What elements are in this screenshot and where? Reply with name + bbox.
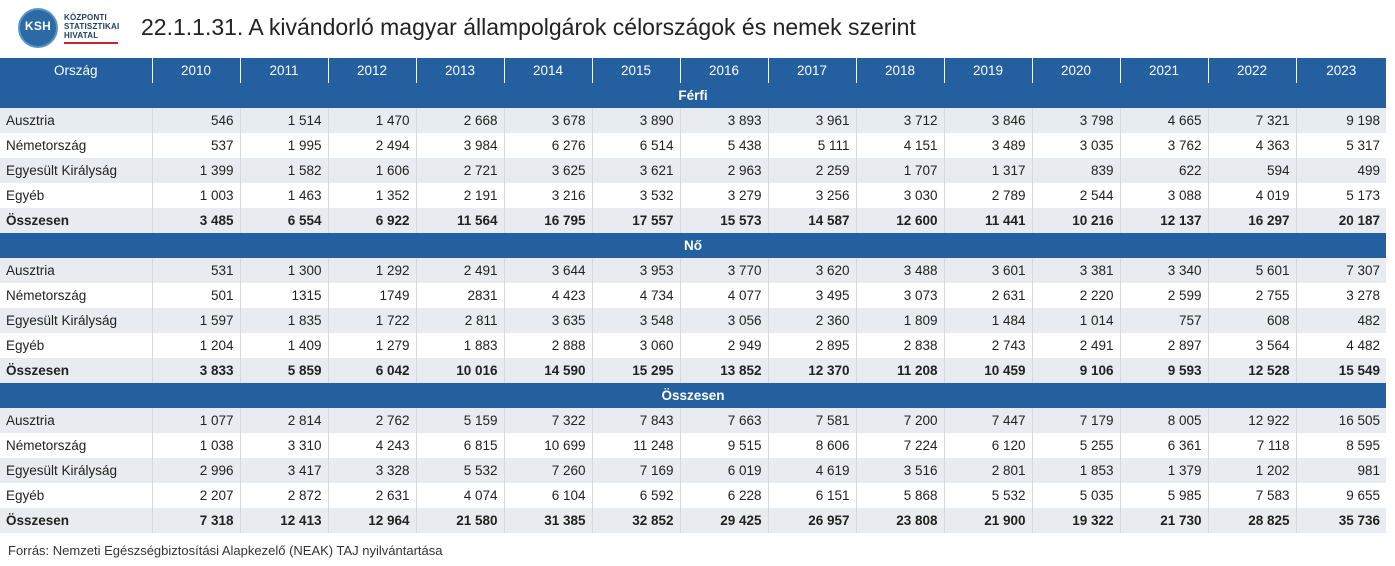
table-cell: 4 423 <box>504 283 592 308</box>
table-cell: 2 360 <box>768 308 856 333</box>
table-cell: 9 655 <box>1296 483 1386 508</box>
table-cell: 2 801 <box>944 458 1032 483</box>
table-cell: 11 248 <box>592 433 680 458</box>
table-cell: 10 699 <box>504 433 592 458</box>
table-cell: 6 361 <box>1120 433 1208 458</box>
table-cell: 15 573 <box>680 208 768 233</box>
table-cell: 1 317 <box>944 158 1032 183</box>
table-cell: 32 852 <box>592 508 680 533</box>
page-title: 22.1.1.31. A kivándorló magyar állampolgárok célországok és nemek szerint <box>141 14 916 40</box>
table-header-row <box>0 58 1386 83</box>
column-header-year: 2015 <box>592 58 680 83</box>
table-row <box>0 408 1386 433</box>
table-cell: 2 491 <box>416 258 504 283</box>
table-cell: 6 042 <box>328 358 416 383</box>
table-cell: 1 470 <box>328 108 416 133</box>
row-label: Ausztria <box>0 108 152 133</box>
table-cell: 6 514 <box>592 133 680 158</box>
table-cell: 5 255 <box>1032 433 1120 458</box>
table-cell: 7 318 <box>152 508 240 533</box>
table-cell: 12 964 <box>328 508 416 533</box>
table-row <box>0 483 1386 508</box>
table-cell: 3 644 <box>504 258 592 283</box>
column-header-country: Ország <box>0 58 152 83</box>
table-total-row <box>0 508 1386 533</box>
table-cell: 2 599 <box>1120 283 1208 308</box>
table-cell: 15 549 <box>1296 358 1386 383</box>
table-cell: 5 985 <box>1120 483 1208 508</box>
table-cell: 4 619 <box>768 458 856 483</box>
row-label: Összesen <box>0 508 152 533</box>
table-cell: 1 707 <box>856 158 944 183</box>
table-cell: 26 957 <box>768 508 856 533</box>
table-cell: 3 310 <box>240 433 328 458</box>
section-header-row <box>0 383 1386 408</box>
column-header-year: 2017 <box>768 58 856 83</box>
table-cell: 2 491 <box>1032 333 1120 358</box>
table-cell: 2 191 <box>416 183 504 208</box>
table-cell: 5 035 <box>1032 483 1120 508</box>
table-cell: 6 019 <box>680 458 768 483</box>
table-cell: 3 770 <box>680 258 768 283</box>
table-cell: 5 601 <box>1208 258 1296 283</box>
table-cell: 531 <box>152 258 240 283</box>
row-label: Egyesült Királyság <box>0 458 152 483</box>
row-label: Ausztria <box>0 408 152 433</box>
table-cell: 3 846 <box>944 108 1032 133</box>
table-cell: 2 259 <box>768 158 856 183</box>
column-header-year: 2010 <box>152 58 240 83</box>
table-cell: 9 106 <box>1032 358 1120 383</box>
column-header-year: 2013 <box>416 58 504 83</box>
table-cell: 537 <box>152 133 240 158</box>
table-cell: 1 292 <box>328 258 416 283</box>
table-cell: 12 922 <box>1208 408 1296 433</box>
table-cell: 16 297 <box>1208 208 1296 233</box>
table-cell: 3 516 <box>856 458 944 483</box>
section-heading: Nő <box>0 233 1386 258</box>
ksh-logo-accent <box>64 42 118 44</box>
table-cell: 4 243 <box>328 433 416 458</box>
table-cell: 3 601 <box>944 258 1032 283</box>
table-cell: 10 016 <box>416 358 504 383</box>
table-cell: 482 <box>1296 308 1386 333</box>
table-cell: 14 590 <box>504 358 592 383</box>
table-cell: 2 996 <box>152 458 240 483</box>
table-cell: 3 278 <box>1296 283 1386 308</box>
table-cell: 1 003 <box>152 183 240 208</box>
table-cell: 19 322 <box>1032 508 1120 533</box>
table-cell: 5 317 <box>1296 133 1386 158</box>
page-header <box>0 0 1395 58</box>
table-cell: 1 300 <box>240 258 328 283</box>
table-cell: 3 340 <box>1120 258 1208 283</box>
table-cell: 4 019 <box>1208 183 1296 208</box>
table-cell: 7 321 <box>1208 108 1296 133</box>
table-cell: 5 532 <box>944 483 1032 508</box>
table-cell: 12 600 <box>856 208 944 233</box>
table-cell: 1 514 <box>240 108 328 133</box>
ksh-logo-line-3: HIVATAL <box>64 31 99 40</box>
table-cell: 8 606 <box>768 433 856 458</box>
table-cell: 12 370 <box>768 358 856 383</box>
table-cell: 981 <box>1296 458 1386 483</box>
table-cell: 3 798 <box>1032 108 1120 133</box>
table-cell: 622 <box>1120 158 1208 183</box>
table-cell: 594 <box>1208 158 1296 183</box>
table-cell: 608 <box>1208 308 1296 333</box>
table-cell: 3 620 <box>768 258 856 283</box>
table-cell: 7 581 <box>768 408 856 433</box>
table-cell: 2 544 <box>1032 183 1120 208</box>
table-row <box>0 258 1386 283</box>
table-cell: 2 743 <box>944 333 1032 358</box>
table-cell: 21 580 <box>416 508 504 533</box>
row-label: Összesen <box>0 358 152 383</box>
table-cell: 3 488 <box>856 258 944 283</box>
table-cell: 31 385 <box>504 508 592 533</box>
table-cell: 7 843 <box>592 408 680 433</box>
table-cell: 21 730 <box>1120 508 1208 533</box>
table-cell: 20 187 <box>1296 208 1386 233</box>
column-header-year: 2020 <box>1032 58 1120 83</box>
table-cell: 3 678 <box>504 108 592 133</box>
table-cell: 3 088 <box>1120 183 1208 208</box>
table-cell: 4 151 <box>856 133 944 158</box>
table-cell: 1 279 <box>328 333 416 358</box>
table-cell: 1 077 <box>152 408 240 433</box>
table-cell: 2 814 <box>240 408 328 433</box>
table-cell: 5 859 <box>240 358 328 383</box>
table-cell: 757 <box>1120 308 1208 333</box>
table-row <box>0 458 1386 483</box>
table-cell: 7 118 <box>1208 433 1296 458</box>
table-cell: 6 151 <box>768 483 856 508</box>
table-cell: 3 548 <box>592 308 680 333</box>
table-cell: 4 363 <box>1208 133 1296 158</box>
ksh-logo-line-2: STATISZTIKAI <box>64 22 120 31</box>
table-cell: 2 888 <box>504 333 592 358</box>
table-cell: 3 381 <box>1032 258 1120 283</box>
section-heading: Összesen <box>0 383 1386 408</box>
column-header-year: 2023 <box>1296 58 1386 83</box>
table-cell: 839 <box>1032 158 1120 183</box>
table-cell: 10 459 <box>944 358 1032 383</box>
table-cell: 2 895 <box>768 333 856 358</box>
column-header-year: 2018 <box>856 58 944 83</box>
table-cell: 2 207 <box>152 483 240 508</box>
table-cell: 2 668 <box>416 108 504 133</box>
table-cell: 2 897 <box>1120 333 1208 358</box>
table-cell: 2 838 <box>856 333 944 358</box>
table-cell: 3 953 <box>592 258 680 283</box>
section-heading: Férfi <box>0 83 1386 108</box>
table-cell: 4 665 <box>1120 108 1208 133</box>
table-cell: 1 582 <box>240 158 328 183</box>
table-cell: 4 734 <box>592 283 680 308</box>
table-cell: 7 663 <box>680 408 768 433</box>
column-header-year: 2016 <box>680 58 768 83</box>
table-cell: 10 216 <box>1032 208 1120 233</box>
table-row <box>0 133 1386 158</box>
table-cell: 3 279 <box>680 183 768 208</box>
table-cell: 21 900 <box>944 508 1032 533</box>
table-cell: 5 532 <box>416 458 504 483</box>
table-cell: 5 159 <box>416 408 504 433</box>
column-header-year: 2022 <box>1208 58 1296 83</box>
table-cell: 6 120 <box>944 433 1032 458</box>
ksh-logo-line-1: KÖZPONTI <box>64 13 107 22</box>
table-cell: 3 328 <box>328 458 416 483</box>
table-cell: 5 868 <box>856 483 944 508</box>
table-cell: 1315 <box>240 283 328 308</box>
table-cell: 1 409 <box>240 333 328 358</box>
row-label: Ausztria <box>0 258 152 283</box>
row-label: Összesen <box>0 208 152 233</box>
table-cell: 1 809 <box>856 308 944 333</box>
table-cell: 3 485 <box>152 208 240 233</box>
table-cell: 1 853 <box>1032 458 1120 483</box>
table-cell: 6 922 <box>328 208 416 233</box>
table-cell: 1 463 <box>240 183 328 208</box>
table-cell: 3 961 <box>768 108 856 133</box>
table-cell: 1 204 <box>152 333 240 358</box>
table-cell: 23 808 <box>856 508 944 533</box>
table-cell: 6 228 <box>680 483 768 508</box>
table-cell: 15 295 <box>592 358 680 383</box>
table-cell: 7 179 <box>1032 408 1120 433</box>
table-cell: 16 505 <box>1296 408 1386 433</box>
table-cell: 7 224 <box>856 433 944 458</box>
table-cell: 1 606 <box>328 158 416 183</box>
table-cell: 5 111 <box>768 133 856 158</box>
table-body <box>0 83 1386 533</box>
ksh-logo-abbr: KSH <box>24 19 52 33</box>
table-cell: 7 169 <box>592 458 680 483</box>
table-cell: 1 722 <box>328 308 416 333</box>
section-header-row <box>0 83 1386 108</box>
table-cell: 29 425 <box>680 508 768 533</box>
row-label: Németország <box>0 433 152 458</box>
table-cell: 1 038 <box>152 433 240 458</box>
table-cell: 7 200 <box>856 408 944 433</box>
table-cell: 9 593 <box>1120 358 1208 383</box>
table-cell: 8 595 <box>1296 433 1386 458</box>
table-total-row <box>0 358 1386 383</box>
table-cell: 7 307 <box>1296 258 1386 283</box>
table-cell: 2 963 <box>680 158 768 183</box>
row-label: Egyesült Királyság <box>0 158 152 183</box>
column-header-year: 2014 <box>504 58 592 83</box>
row-label: Egyesült Királyság <box>0 308 152 333</box>
table-cell: 501 <box>152 283 240 308</box>
table-cell: 12 137 <box>1120 208 1208 233</box>
table-cell: 1 399 <box>152 158 240 183</box>
section-header-row <box>0 233 1386 258</box>
table-cell: 3 984 <box>416 133 504 158</box>
table-cell: 1749 <box>328 283 416 308</box>
table-cell: 6 276 <box>504 133 592 158</box>
table-cell: 11 564 <box>416 208 504 233</box>
column-header-year: 2012 <box>328 58 416 83</box>
table-row <box>0 183 1386 208</box>
table-cell: 9 198 <box>1296 108 1386 133</box>
table-cell: 3 833 <box>152 358 240 383</box>
table-cell: 2831 <box>416 283 504 308</box>
table-cell: 2 631 <box>944 283 1032 308</box>
table-cell: 4 077 <box>680 283 768 308</box>
table-cell: 6 104 <box>504 483 592 508</box>
table-cell: 499 <box>1296 158 1386 183</box>
table-cell: 11 208 <box>856 358 944 383</box>
table-cell: 3 564 <box>1208 333 1296 358</box>
table-cell: 2 811 <box>416 308 504 333</box>
table-cell: 14 587 <box>768 208 856 233</box>
table-cell: 2 949 <box>680 333 768 358</box>
column-header-year: 2011 <box>240 58 328 83</box>
table-cell: 3 056 <box>680 308 768 333</box>
table-cell: 5 438 <box>680 133 768 158</box>
column-header-year: 2019 <box>944 58 1032 83</box>
table-cell: 7 322 <box>504 408 592 433</box>
table-row <box>0 283 1386 308</box>
table-cell: 3 712 <box>856 108 944 133</box>
table-cell: 1 379 <box>1120 458 1208 483</box>
table-cell: 35 736 <box>1296 508 1386 533</box>
table-cell: 9 515 <box>680 433 768 458</box>
table-cell: 2 755 <box>1208 283 1296 308</box>
table-cell: 3 621 <box>592 158 680 183</box>
row-label: Egyéb <box>0 483 152 508</box>
table-cell: 3 035 <box>1032 133 1120 158</box>
table-cell: 1 883 <box>416 333 504 358</box>
table-cell: 6 592 <box>592 483 680 508</box>
ksh-logo[interactable] <box>18 8 122 50</box>
table-cell: 1 835 <box>240 308 328 333</box>
source-note: Forrás: Nemzeti Egészségbiztosítási Alapkezelő (NEAK) TAJ nyilvántartása <box>8 543 443 558</box>
column-header-year: 2021 <box>1120 58 1208 83</box>
table-cell: 1 597 <box>152 308 240 333</box>
ksh-logo-text <box>64 13 119 40</box>
table-cell: 6 554 <box>240 208 328 233</box>
row-label: Németország <box>0 283 152 308</box>
table-cell: 5 173 <box>1296 183 1386 208</box>
table-cell: 2 494 <box>328 133 416 158</box>
table-row <box>0 158 1386 183</box>
table-cell: 2 721 <box>416 158 504 183</box>
table-cell: 28 825 <box>1208 508 1296 533</box>
table-cell: 13 852 <box>680 358 768 383</box>
table-cell: 3 762 <box>1120 133 1208 158</box>
table-cell: 3 417 <box>240 458 328 483</box>
row-label: Németország <box>0 133 152 158</box>
table-cell: 2 220 <box>1032 283 1120 308</box>
table-cell: 17 557 <box>592 208 680 233</box>
table-cell: 546 <box>152 108 240 133</box>
table-row <box>0 433 1386 458</box>
table-cell: 3 216 <box>504 183 592 208</box>
table-cell: 1 995 <box>240 133 328 158</box>
table-cell: 2 762 <box>328 408 416 433</box>
table-row <box>0 308 1386 333</box>
table-cell: 3 489 <box>944 133 1032 158</box>
table-row <box>0 333 1386 358</box>
table-cell: 1 352 <box>328 183 416 208</box>
table-cell: 3 256 <box>768 183 856 208</box>
data-table <box>0 58 1386 533</box>
table-cell: 3 532 <box>592 183 680 208</box>
table-cell: 12 413 <box>240 508 328 533</box>
row-label: Egyéb <box>0 183 152 208</box>
table-cell: 1 014 <box>1032 308 1120 333</box>
table-header <box>0 58 1386 83</box>
table-cell: 3 893 <box>680 108 768 133</box>
table-cell: 3 635 <box>504 308 592 333</box>
table-cell: 2 872 <box>240 483 328 508</box>
table-cell: 16 795 <box>504 208 592 233</box>
table-cell: 2 789 <box>944 183 1032 208</box>
table-cell: 3 495 <box>768 283 856 308</box>
table-cell: 3 073 <box>856 283 944 308</box>
table-cell: 11 441 <box>944 208 1032 233</box>
table-cell: 7 447 <box>944 408 1032 433</box>
table-cell: 1 484 <box>944 308 1032 333</box>
table-total-row <box>0 208 1386 233</box>
table-cell: 7 583 <box>1208 483 1296 508</box>
table-cell: 6 815 <box>416 433 504 458</box>
table-cell: 3 625 <box>504 158 592 183</box>
table-cell: 3 030 <box>856 183 944 208</box>
table-cell: 2 631 <box>328 483 416 508</box>
table-cell: 4 482 <box>1296 333 1386 358</box>
table-cell: 7 260 <box>504 458 592 483</box>
table-cell: 3 060 <box>592 333 680 358</box>
table-cell: 8 005 <box>1120 408 1208 433</box>
row-label: Egyéb <box>0 333 152 358</box>
table-cell: 4 074 <box>416 483 504 508</box>
table-row <box>0 108 1386 133</box>
table-cell: 1 202 <box>1208 458 1296 483</box>
table-cell: 3 890 <box>592 108 680 133</box>
table-cell: 12 528 <box>1208 358 1296 383</box>
